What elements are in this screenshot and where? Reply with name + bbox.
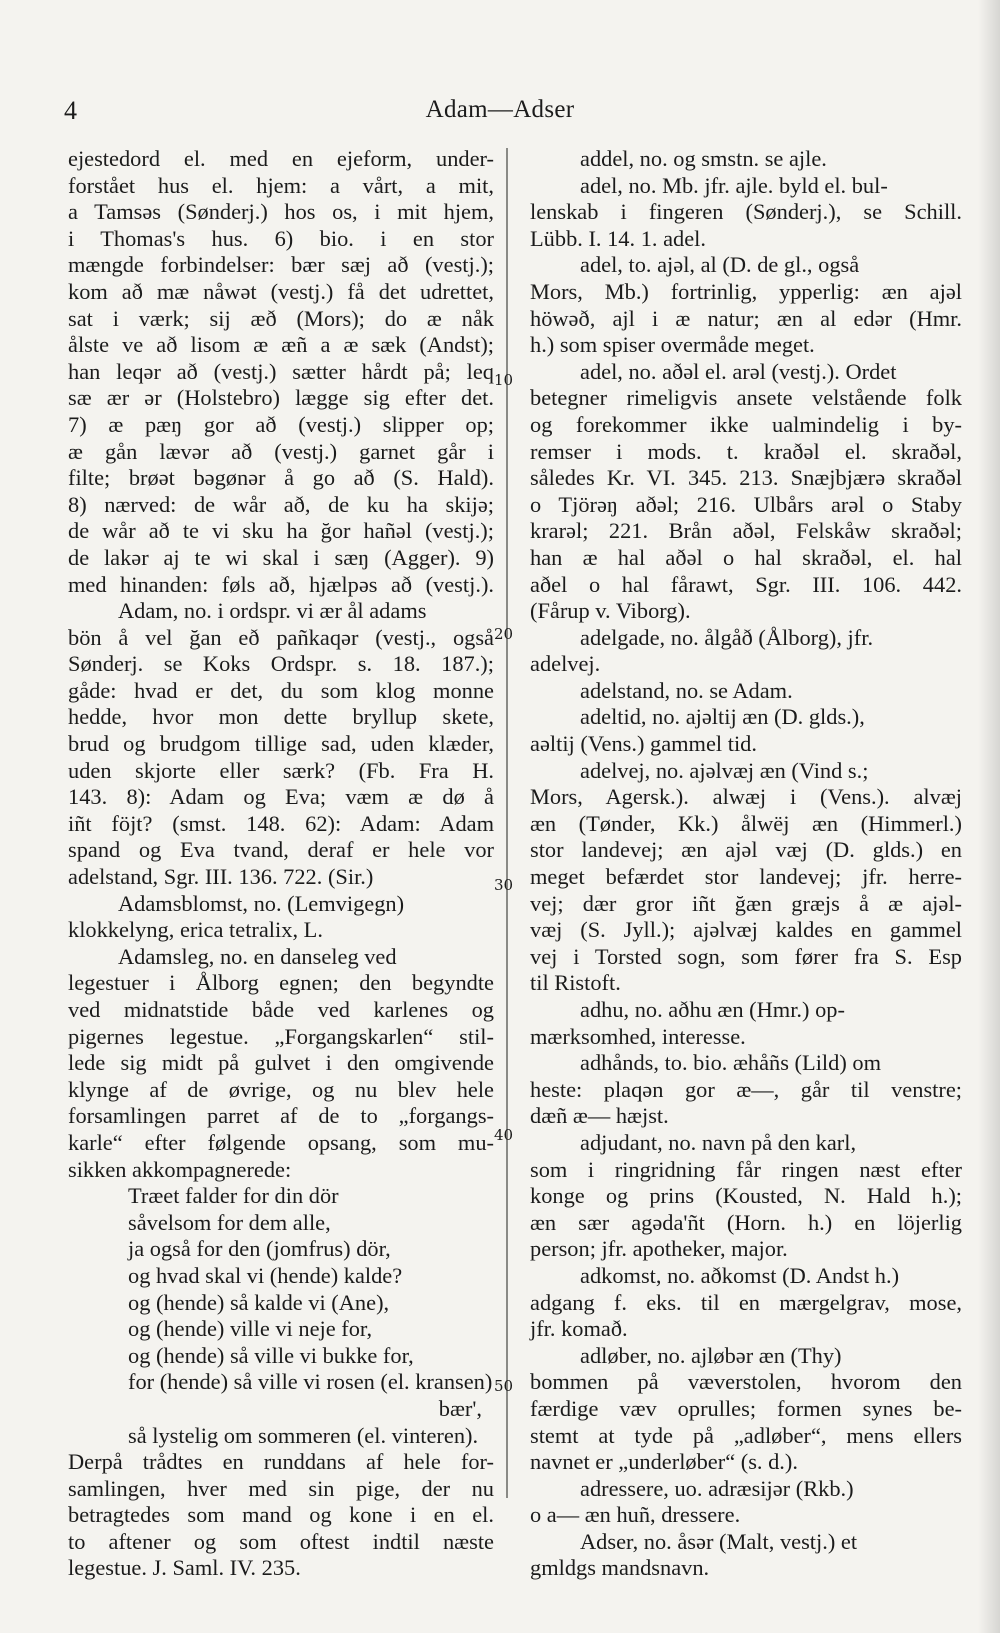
left-column-text-line: kom að mæ nåwət (vestj.) få det udrettet, — [68, 278, 494, 304]
right-column-text-line: adel, to. ajəl, al (D. de gl., også — [580, 252, 860, 278]
right-column-text-line: adkomst, no. aðkomst (D. Andst h.) — [580, 1262, 900, 1288]
right-column-text-line: jfr. komað. — [530, 1316, 628, 1342]
left-column-text-line: ålste ve að lisom æ æñ a æ sæk (Andst); — [68, 332, 494, 358]
left-column-text-line: bön å vel ğan eð pañkaqər (vestj., også — [68, 624, 494, 650]
right-column-text-line: krarəl; 221. Brån aðəl, Felskåw skraðəl; — [530, 518, 962, 544]
running-head: Adam—Adser — [425, 96, 575, 123]
right-column-text-line: æn sær agəda'ñt (Horn. h.) en löjerlig — [530, 1209, 962, 1235]
right-column-text-line: vej; dær gror iñt ğæn græjs å æ ajəl- — [530, 890, 962, 916]
right-column-text-line: Adser, no. åsər (Malt, vestj.) et — [580, 1528, 858, 1554]
right-column-text-line: person; jfr. apotheker, major. — [530, 1236, 788, 1262]
left-column-text-line: ja også for den (jomfrus) dör, — [128, 1236, 391, 1262]
left-column-text-line: sat i værk; sij æð (Mors); do æ nåk — [68, 305, 494, 331]
right-column-text-line: adgang f. eks. til en mærgelgrav, mose, — [530, 1289, 962, 1315]
left-column-text-line: de lakər aj te wi skal i sæŋ (Agger). 9) — [68, 544, 494, 570]
line-number: 20 — [494, 625, 514, 643]
left-column-text-line: lede sig midt på gulvet i den omgivende — [68, 1050, 494, 1076]
left-column-text-line: iñt föjt? (smst. 148. 62): Adam: Adam — [68, 810, 494, 836]
right-column-text-line: stor landevej; æn ajəl væj (D. glds.) en — [530, 837, 962, 863]
left-column-text-line: Adamsblomst, no. (Lemvigegn) — [118, 890, 405, 916]
right-column-text-line: æn (Tønder, Kk.) ålwëj æn (Himmerl.) — [530, 810, 962, 836]
left-column-text-line: 143. 8): Adam og Eva; væm æ dø å — [68, 784, 494, 810]
right-column-text-line: aðel o hal fårawt, Sgr. III. 106. 442. — [530, 571, 962, 597]
left-column-text-line: ejestedord el. med en ejeform, under- — [68, 146, 494, 171]
right-column-text-line: til Ristoft. — [530, 970, 621, 996]
left-column-text-line: så lystelig om sommeren (el. vinteren). — [128, 1422, 479, 1448]
left-column-text-line: forsamlingen parret af de to „forgangs- — [68, 1103, 494, 1129]
left-column-text-line: karle“ efter følgende opsang, som mu- — [68, 1129, 494, 1155]
left-column-text-line: æ gån lævər að (vestj.) garnet går i — [68, 438, 494, 464]
left-column-text-line: for (hende) så ville vi rosen (el. kransen) — [128, 1369, 493, 1395]
right-column-text-line: betegner rimeligvis ansete velstående folk — [530, 385, 962, 411]
left-column — [68, 146, 494, 1582]
right-column-text-line: aəltij (Vens.) gammel tid. — [530, 731, 757, 757]
right-column-text-line: gmldgs mandsnavn. — [530, 1555, 710, 1581]
right-column-text-line: han æ hal aðəl o hal skraðəl, el. hal — [530, 544, 962, 570]
right-column — [530, 146, 962, 1582]
right-column-text-line: heste: plaqən gor æ—, går til venstre; — [530, 1076, 962, 1102]
right-column-text-line: konge og prins (Kousted, N. Hald h.); — [530, 1183, 962, 1209]
right-column-text-line: adelgade, no. ålgåð (Ålborg), jfr. — [580, 624, 874, 650]
left-column-text-line: og (hende) så kalde vi (Ane), — [128, 1289, 390, 1315]
left-column-text-line: Adamsleg, no. en danseleg ved — [118, 943, 397, 969]
right-column-text-line: adløber, no. ajløbər æn (Thy) — [580, 1342, 842, 1368]
left-column-text-line: to aftener og som oftest indtil næste — [68, 1528, 494, 1554]
left-column-text-line: 7) æ pæŋ gor að (vestj.) slipper op; — [68, 411, 494, 437]
right-column-text-line: mærksomhed, interesse. — [530, 1023, 746, 1049]
right-column-text-line: adelvej, no. ajəlvæj æn (Vind s.; — [580, 757, 869, 783]
right-column-text-line: væj (S. Jyll.); ajəlvæj kaldes en gammel — [530, 917, 962, 943]
line-number: 40 — [494, 1126, 514, 1144]
right-column-text-line: addel, no. og smstn. se ajle. — [580, 146, 827, 171]
right-column-text-line: adhånds, to. bio. æhåñs (Lild) om — [580, 1050, 881, 1076]
right-column-text-line: adressere, uo. adræsijər (Rkb.) — [580, 1475, 854, 1501]
left-column-text-line: adelstand, Sgr. III. 136. 722. (Sir.) — [68, 864, 374, 890]
left-column-text-line: bær', — [438, 1395, 482, 1421]
right-column-text-line: adhu, no. aðhu æn (Hmr.) op- — [580, 997, 845, 1022]
right-column-text-line: (Fårup v. Viborg). — [530, 598, 691, 624]
right-column-text-line: dæñ æ— hæjst. — [530, 1103, 669, 1129]
right-column-text-line: adelstand, no. se Adam. — [580, 677, 793, 703]
left-column-text-line: såvelsom for dem alle, — [128, 1209, 331, 1235]
right-column-text-line: adjudant, no. navn på den karl, — [580, 1129, 857, 1155]
left-column-text-line: sikken akkompagnerede: — [68, 1156, 292, 1182]
right-column-text-line: meget befærdet stor landevej; jfr. herre- — [530, 864, 962, 890]
column-divider — [506, 148, 508, 1498]
left-column-text-line: mængde forbindelser: bær sæj að (vestj.); — [68, 252, 494, 278]
right-column-text-line: adel, no. aðəl el. arəl (vestj.). Ordet — [580, 358, 897, 384]
left-column-text-line: Derpå trådtes en runddans af hele for- — [68, 1449, 494, 1475]
left-column-text-line: Adam, no. i ordspr. vi ær ål adams — [118, 598, 427, 624]
right-column-text-line: lenskab i fingeren (Sønderj.), se Schill. — [530, 199, 962, 225]
right-column-text-line: og forekommer ikke ualmindelig i by- — [530, 411, 962, 437]
left-column-text-line: med hinanden: føls að, hjælpəs að (vestj.). — [68, 571, 494, 597]
right-column-text-line: færdige væv oprulles; formen synes be- — [530, 1395, 962, 1421]
right-column-text-line: adelvej. — [530, 651, 601, 677]
line-number: 30 — [494, 876, 514, 894]
right-column-text-line: remser i mods. t. kraðəl el. skraðəl, — [530, 438, 962, 464]
left-column-text-line: i Thomas's hus. 6) bio. i en stor — [68, 225, 494, 251]
right-column-text-line: adeltid, no. ajəltij æn (D. glds.), — [580, 704, 865, 730]
right-column-text-line: Mors, Agersk.). alwæj i (Vens.). alvæj — [530, 784, 962, 810]
right-column-text-line: som i ringridning får ringen næst efter — [530, 1156, 962, 1182]
line-number: 10 — [494, 371, 514, 389]
right-column-text-line: höwəð, ajl i æ natur; æn al edər (Hmr. — [530, 305, 962, 331]
right-column-text-line: navnet er „underløber“ (s. d.). — [530, 1449, 798, 1475]
right-column-text-line: Lübb. I. 14. 1. adel. — [530, 225, 706, 251]
page-number: 4 — [64, 96, 77, 125]
left-column-text-line: legestuer i Ålborg egnen; den begyndte — [68, 970, 494, 996]
left-column-text-line: og (hende) ville vi neje for, — [128, 1316, 373, 1342]
left-column-text-line: og (hende) så ville vi bukke for, — [128, 1342, 414, 1368]
right-column-text-line: stemt at tyde på „adløber“, mens ellers — [530, 1422, 962, 1448]
left-column-text-line: forstået hus el. hjem: a vårt, a mit, — [68, 172, 494, 198]
left-column-text-line: samlingen, hver med sin pige, der nu — [68, 1475, 494, 1501]
left-column-text-line: sæ ær ər (Holstebro) lægge sig efter det. — [68, 385, 494, 411]
right-column-text-line: o Tjörəŋ aðəl; 216. Ulbårs arəl o Staby — [530, 491, 962, 517]
left-column-text-line: a Tamsəs (Sønderj.) hos os, i mit hjem, — [68, 199, 494, 225]
line-number: 50 — [494, 1377, 514, 1395]
right-column-text-line: således Kr. VI. 345. 213. Snæjbjærə skraðəl — [530, 465, 962, 491]
left-column-text-line: filte; brøət bəgønər å go að (S. Hald). — [68, 465, 494, 491]
page-edge-shadow — [978, 0, 1000, 1633]
left-column-text-line: de wår að te vi sku ha ğor hañəl (vestj.); — [68, 518, 494, 544]
left-column-text-line: ved midnatstide både ved karlenes og — [68, 997, 494, 1022]
right-column-text-line: h.) som spiser overmåde meget. — [530, 332, 815, 358]
left-column-text-line: legestue. J. Saml. IV. 235. — [68, 1555, 301, 1581]
left-column-text-line: pigernes legestue. „Forgangskarlen“ stil- — [68, 1023, 494, 1049]
left-column-text-line: 8) nærved: de wår að, de ku ha skijə; — [68, 491, 494, 517]
left-column-text-line: brud og brudgom tillige sad, uden klæder, — [68, 731, 494, 757]
left-column-text-line: Træet falder for din dör — [128, 1183, 339, 1209]
left-column-text-line: han leqər að (vestj.) sætter hårdt på; leq — [68, 358, 494, 384]
left-column-text-line: spand og Eva tvand, deraf er hele vor — [68, 837, 494, 863]
right-column-text-line: o a— æn huñ, dressere. — [530, 1502, 741, 1528]
left-column-text-line: uden skjorte eller særk? (Fb. Fra H. — [68, 757, 494, 783]
left-column-text-line: gåde: hvad er det, du som klog monne — [68, 677, 494, 703]
left-column-text-line: hedde, hvor mon dette bryllup skete, — [68, 704, 494, 730]
left-column-text-line: og hvad skal vi (hende) kalde? — [128, 1262, 403, 1288]
right-column-text-line: vej i Torsted sogn, som fører fra S. Esp — [530, 943, 962, 969]
right-column-text-line: adel, no. Mb. jfr. ajle. byld el. bul- — [580, 172, 888, 198]
left-column-text-line: betragtedes som mand og kone i en el. — [68, 1502, 494, 1528]
right-column-text-line: Mors, Mb.) fortrinlig, ypperlig: æn ajəl — [530, 278, 962, 304]
left-column-text-line: klokkelyng, erica tetralix, L. — [68, 917, 323, 943]
left-column-text-line: Sønderj. se Koks Ordspr. s. 18. 187.); — [68, 651, 494, 677]
left-column-text-line: klynge af de øvrige, og nu blev hele — [68, 1076, 494, 1102]
right-column-text-line: bommen på væverstolen, hvorom den — [530, 1369, 962, 1395]
